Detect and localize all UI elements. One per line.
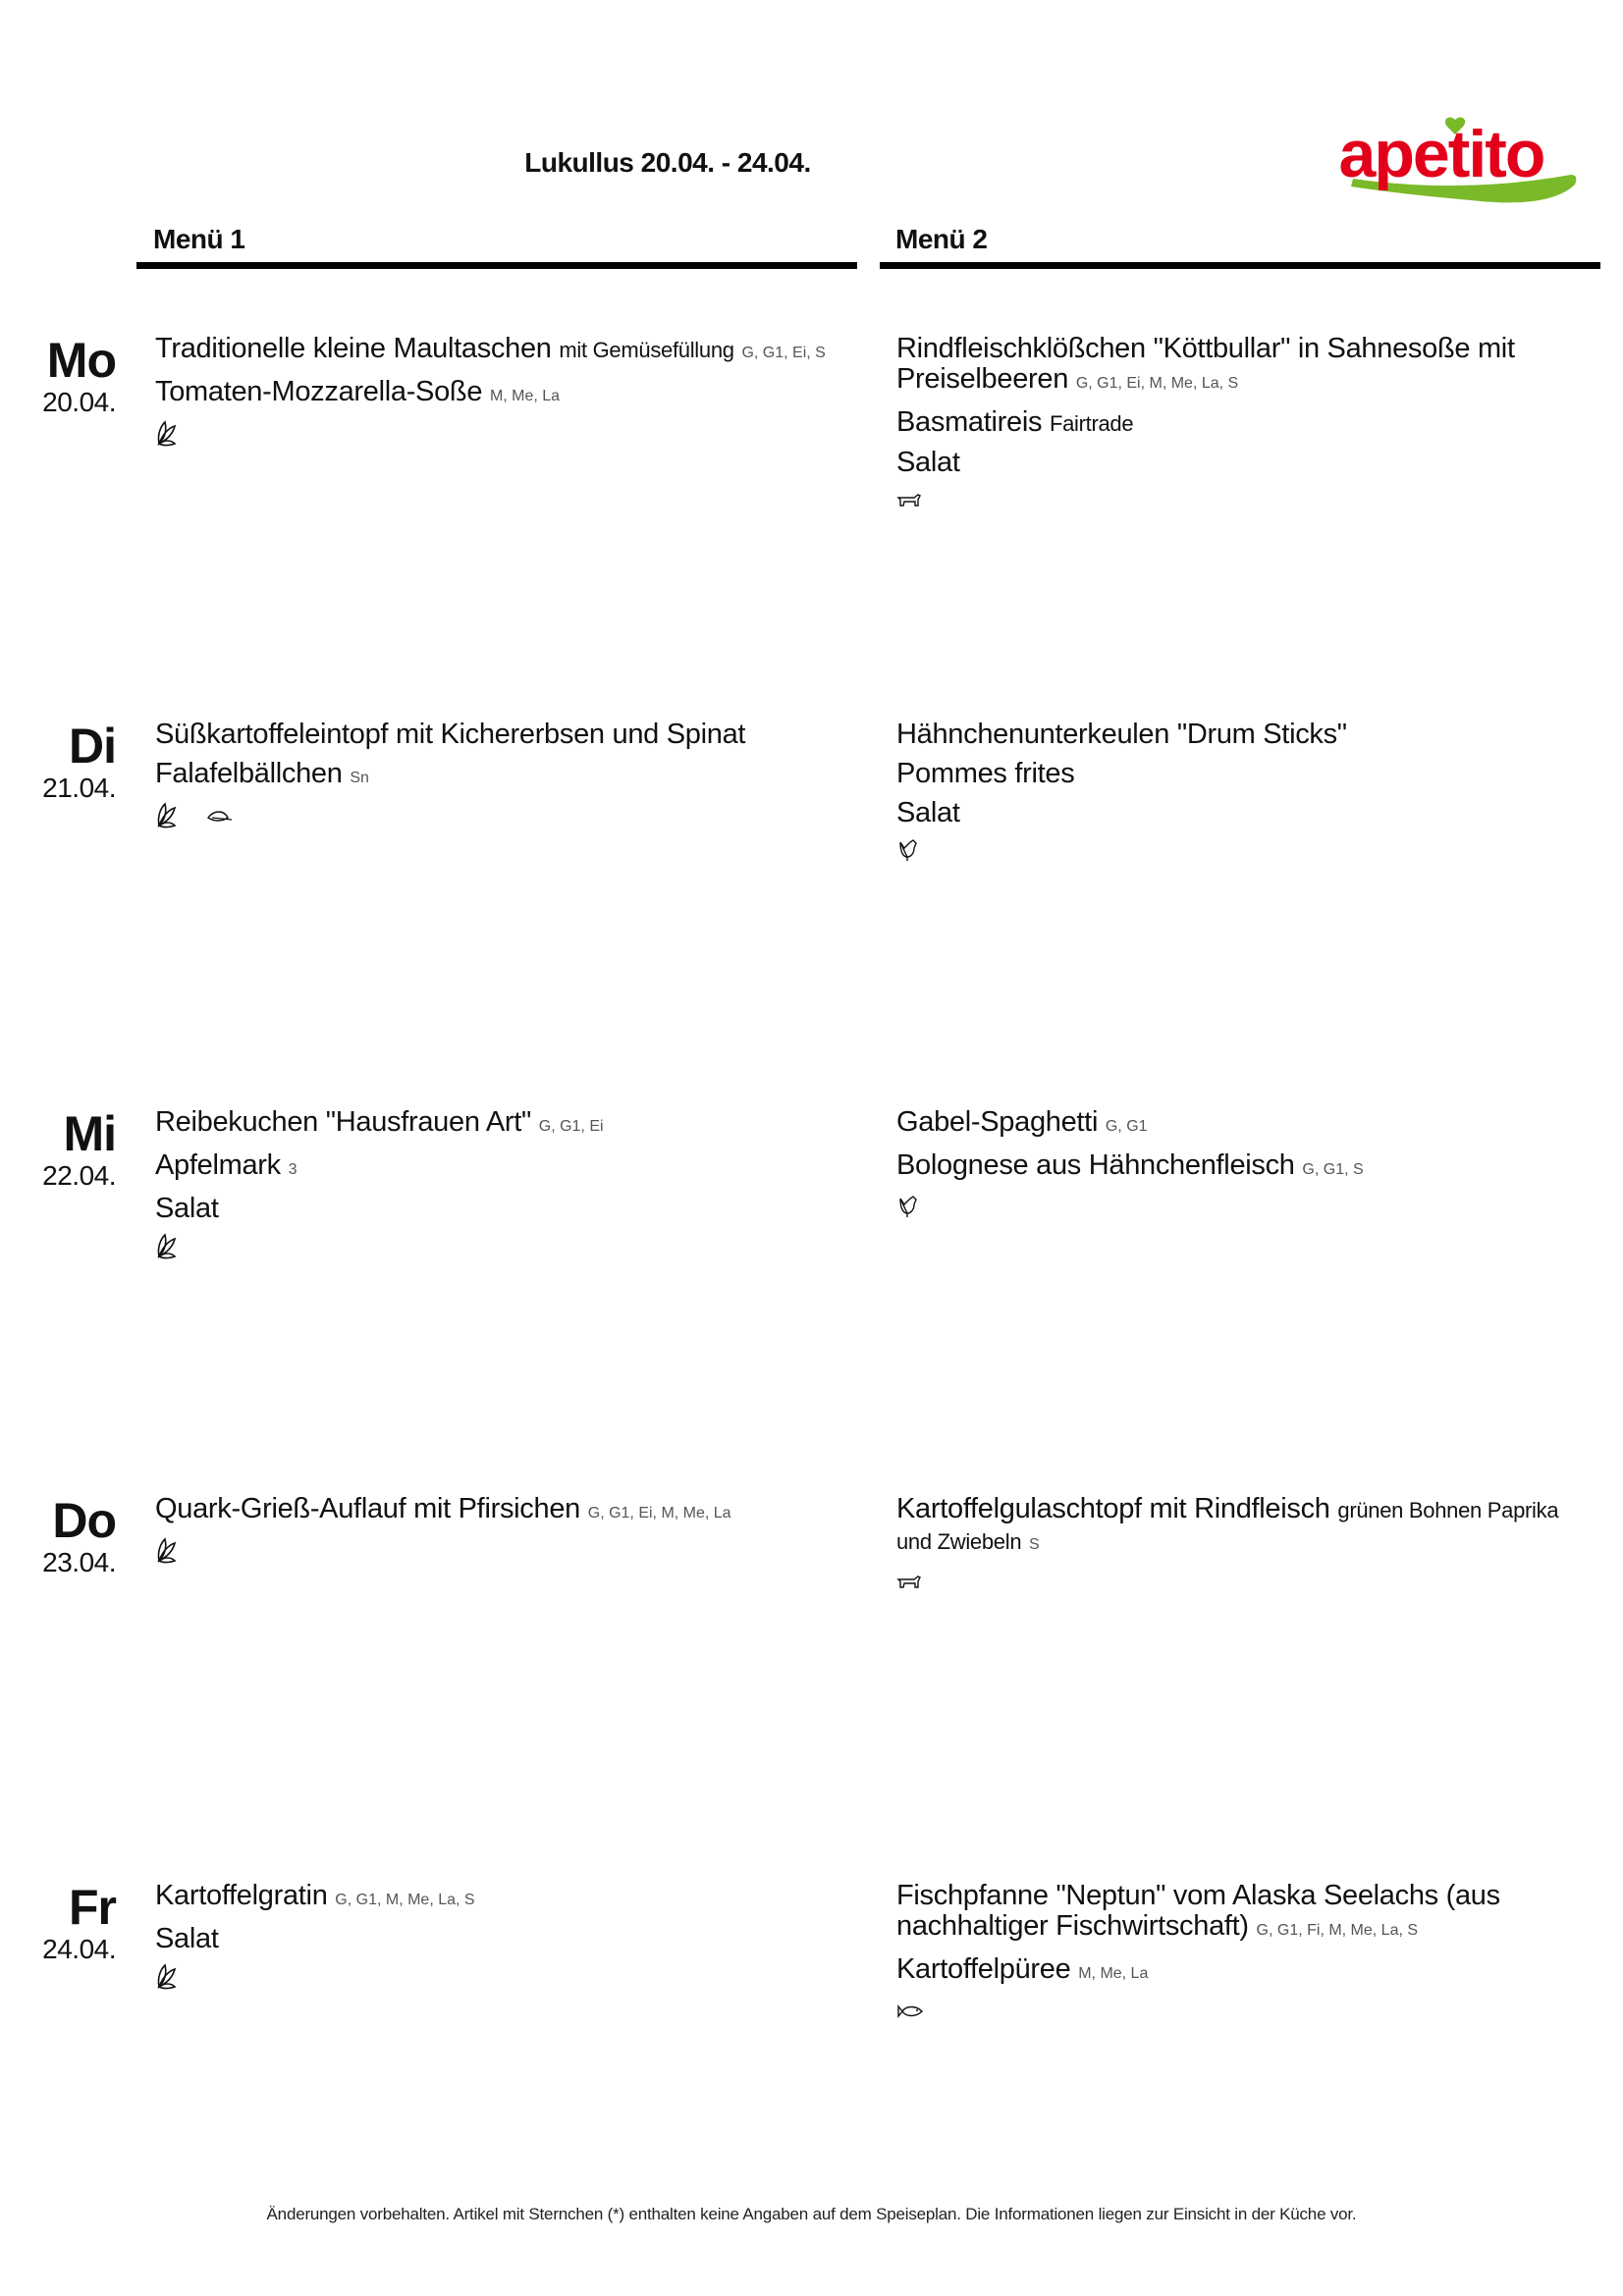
menu2-cell: [896, 720, 1594, 865]
dish: [896, 407, 1594, 439]
dish: [155, 1150, 852, 1185]
day-date: 22.04.: [42, 1160, 116, 1191]
menu1-header: Menü 1: [153, 224, 245, 254]
dish-name: Bolognese aus Hähnchenfleisch: [896, 1149, 1295, 1181]
day-date: 20.04.: [42, 387, 116, 417]
dish-allergens: Sn: [350, 770, 369, 786]
dish: [896, 1494, 1594, 1560]
menu2-divider: [880, 262, 1600, 269]
vegetarian-icon: [155, 1233, 181, 1260]
menu1-cell: [155, 1881, 852, 1991]
day-abbr: Di: [69, 719, 116, 774]
dish-allergens: G, G1, M, Me, La, S: [335, 1892, 475, 1908]
dish: [155, 1881, 852, 1915]
dish: [155, 1924, 852, 1954]
dish-name: Kartoffelpüree: [896, 1953, 1071, 1985]
dish-name: Kartoffelgulaschtopf mit Rindfleisch: [896, 1493, 1330, 1524]
dish-allergens: G, G1, Ei, M, Me, La: [587, 1505, 731, 1522]
day-label: [0, 1881, 116, 1965]
dish-name: Süßkartoffeleintopf mit Kichererbsen und Spinat: [155, 719, 746, 750]
dish-name: Tomaten-Mozzarella-Soße: [155, 376, 483, 407]
dish: [896, 798, 1594, 828]
dish-name: Reibekuchen "Hausfrauen Art": [155, 1106, 531, 1138]
dish-name: Salat: [896, 447, 960, 478]
dish-name: Kartoffelgratin: [155, 1880, 328, 1911]
vegetarian-icon: [155, 1537, 181, 1565]
dish: [896, 1150, 1594, 1185]
fish-icon: [896, 2003, 924, 2019]
menu1-cell: [155, 1494, 852, 1565]
apetito-logo: [1294, 116, 1589, 209]
day-abbr: Mi: [63, 1106, 116, 1161]
vegan-icon: [206, 808, 234, 824]
menu2-cell: [896, 1881, 1594, 2025]
dish-name: Rindfleischklößchen "Köttbullar" in Sahnesoße mit Preiselbeeren: [896, 333, 1515, 395]
chicken-icon: [896, 1195, 920, 1220]
dish-name: Pommes frites: [896, 758, 1075, 789]
menu2-cell: [896, 1107, 1594, 1221]
dish-allergens: 3: [288, 1161, 298, 1178]
dish-name: Salat: [155, 1923, 219, 1954]
menu1-cell: [155, 720, 852, 829]
menu1-cell: [155, 1107, 852, 1260]
dish-extra: grünen Bohnen Paprika und Zwiebeln: [896, 1498, 1559, 1554]
dish: [896, 334, 1594, 399]
dish-extra: mit Gemüsefüllung: [559, 338, 734, 362]
dish-name: Quark-Grieß-Auflauf mit Pfirsichen: [155, 1493, 580, 1524]
beef-icon: [896, 492, 924, 509]
dish: [896, 1954, 1594, 1989]
menu1-cell: [155, 334, 852, 448]
footer-note: Änderungen vorbehalten. Artikel mit Sternchen (*) enthalten keine Angaben auf dem Speiseplan. Die Informationen liegen zur Einsicht in der Küche vor.: [266, 2205, 1357, 2223]
menu1-divider: [136, 262, 857, 269]
dish-extra: Fairtrade: [1049, 411, 1134, 436]
vegetarian-icon: [155, 420, 181, 448]
day-date: 21.04.: [42, 773, 116, 803]
dish-allergens: G, G1, Fi, M, Me, La, S: [1256, 1922, 1419, 1939]
menu2-cell: [896, 334, 1594, 514]
dish: [896, 448, 1594, 478]
dish: [155, 759, 852, 793]
day-label: [0, 1107, 116, 1192]
dish: [896, 1107, 1594, 1142]
day-abbr: Mo: [46, 333, 116, 388]
day-label: [0, 720, 116, 804]
dish: [155, 720, 852, 750]
dish: [155, 377, 852, 411]
dish-allergens: G, G1, Ei: [538, 1118, 604, 1135]
dish-name: Apfelmark: [155, 1149, 281, 1181]
dish: [155, 1107, 852, 1142]
dish-allergens: G, G1, Ei, S: [741, 345, 826, 361]
dish: [896, 720, 1594, 750]
dish-name: Fischpfanne "Neptun" vom Alaska Seelachs (aus nachhaltiger Fischwirtschaft): [896, 1880, 1500, 1942]
dish: [155, 334, 852, 368]
dish-allergens: M, Me, La: [489, 388, 561, 404]
apetito-logo-icon: [1294, 116, 1589, 209]
dish-name: Salat: [155, 1193, 219, 1224]
vegetarian-icon: [155, 802, 181, 829]
day-date: 24.04.: [42, 1934, 116, 1964]
beef-icon: [896, 1574, 924, 1591]
day-label: [0, 1494, 116, 1578]
dish-name: Gabel-Spaghetti: [896, 1106, 1099, 1138]
day-date: 23.04.: [42, 1547, 116, 1577]
dish-allergens: G, G1, S: [1302, 1161, 1364, 1178]
menu2-header: Menü 2: [895, 224, 988, 254]
dish-name: Salat: [896, 797, 960, 828]
dish-allergens: G, G1: [1105, 1118, 1148, 1135]
dish-name: Traditionelle kleine Maultaschen: [155, 333, 552, 364]
day-label: [0, 334, 116, 418]
dish-name: Falafelbällchen: [155, 758, 343, 789]
page-title: Lukullus 20.04. - 24.04.: [524, 147, 811, 178]
dish-allergens: S: [1029, 1536, 1040, 1553]
dish: [155, 1494, 852, 1528]
dish-name: Basmatireis: [896, 406, 1043, 438]
day-abbr: Do: [52, 1493, 116, 1548]
dish: [155, 1194, 852, 1224]
dish: [896, 759, 1594, 789]
svg-text:apetito: apetito: [1338, 117, 1544, 191]
day-abbr: Fr: [69, 1880, 116, 1935]
chicken-icon: [896, 838, 920, 864]
vegetarian-icon: [155, 1963, 181, 1991]
dish-allergens: M, Me, La: [1078, 1965, 1149, 1982]
dish-name: Hähnchenunterkeulen "Drum Sticks": [896, 719, 1347, 750]
menu2-cell: [896, 1494, 1594, 1596]
dish-allergens: G, G1, Ei, M, Me, La, S: [1075, 375, 1239, 392]
dish: [896, 1881, 1594, 1946]
